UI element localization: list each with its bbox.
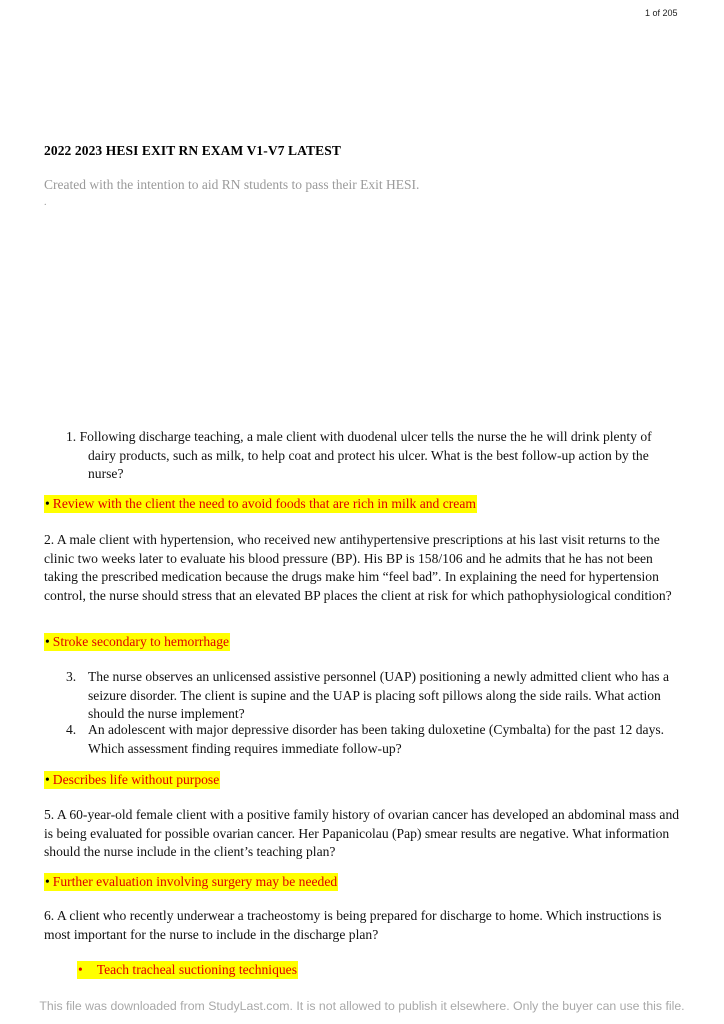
question-text: A client who recently underwear a tracheostomy is being prepared for discharge to home. Which instructions is most important for the nurse to include in the discharge plan? xyxy=(44,908,662,942)
question-number: 6. xyxy=(44,908,55,923)
question-number: 4. xyxy=(66,722,77,737)
answer-1 xyxy=(44,495,477,513)
answer-2 xyxy=(44,633,230,651)
question-number: 1. xyxy=(66,429,77,444)
document-subtitle: Created with the intention to aid RN students to pass their Exit HESI. xyxy=(44,177,420,192)
question-4 xyxy=(66,721,681,758)
question-number: 2. xyxy=(44,532,55,547)
answer-4 xyxy=(44,771,220,789)
download-notice: This file was downloaded from StudyLast.com. It is not allowed to publish it elsewhere. Only the buyer can use this file. xyxy=(39,999,685,1013)
bullet-icon: • xyxy=(78,962,83,977)
answer-text: Further evaluation involving surgery may be needed xyxy=(52,874,338,889)
question-text: An adolescent with major depressive disorder has been taking duloxetine (Cymbalta) for the past 12 days. Which assessment finding requires immediate follow-up? xyxy=(88,722,665,756)
question-text: A 60-year-old female client with a positive family history of ovarian cancer has developed an abdominal mass and is being evaluated for possible ovarian cancer. Her Papanicolau (Pap) smear results are negative. What information should the nurse include in the client’s teaching plan? xyxy=(44,807,680,859)
question-text: A male client with hypertension, who received new antihypertensive prescriptions at his last visit returns to the clinic two weeks later to evaluate his blood pressure (BP). His BP is 158/106 and he admits that he has not been taking the prescribed medication because the drugs make him “feel bad”. In explaining the need for hypertension control, the nurse should stress that an elevated BP places the client at risk for which pathophysiological condition? xyxy=(44,532,672,603)
question-2 xyxy=(44,531,684,605)
answer-text: Describes life without purpose xyxy=(52,772,220,787)
answer-5 xyxy=(44,873,338,891)
bullet-icon: • xyxy=(45,634,50,649)
question-1 xyxy=(66,428,676,484)
answer-text: Teach tracheal suctioning techniques xyxy=(96,962,297,977)
question-number: 3. xyxy=(66,669,77,684)
answer-6 xyxy=(77,961,298,979)
question-text: The nurse observes an unlicensed assistive personnel (UAP) positioning a newly admitted client who has a seizure disorder. The client is supine and the UAP is placing soft pillows along the side rails. What action should the nurse implement? xyxy=(88,669,670,721)
bullet-icon: • xyxy=(45,874,50,889)
bullet-icon: • xyxy=(45,772,50,787)
question-3 xyxy=(66,668,681,724)
question-6 xyxy=(44,907,684,944)
document-title: 2022 2023 HESI EXIT RN EXAM V1-V7 LATEST xyxy=(44,143,341,158)
answer-text: Review with the client the need to avoid foods that are rich in milk and cream xyxy=(52,496,476,511)
question-5 xyxy=(44,806,684,862)
question-number: 5. xyxy=(44,807,55,822)
answer-text: Stroke secondary to hemorrhage xyxy=(52,634,230,649)
separator-dot: . xyxy=(44,197,47,208)
bullet-icon: • xyxy=(45,496,50,511)
page-indicator: 1 of 205 xyxy=(645,8,678,18)
question-text: Following discharge teaching, a male client with duodenal ulcer tells the nurse the he will drink plenty of dairy products, such as milk, to help coat and protect his ulcer. What is the best follow-up action by the nurse? xyxy=(79,429,652,481)
